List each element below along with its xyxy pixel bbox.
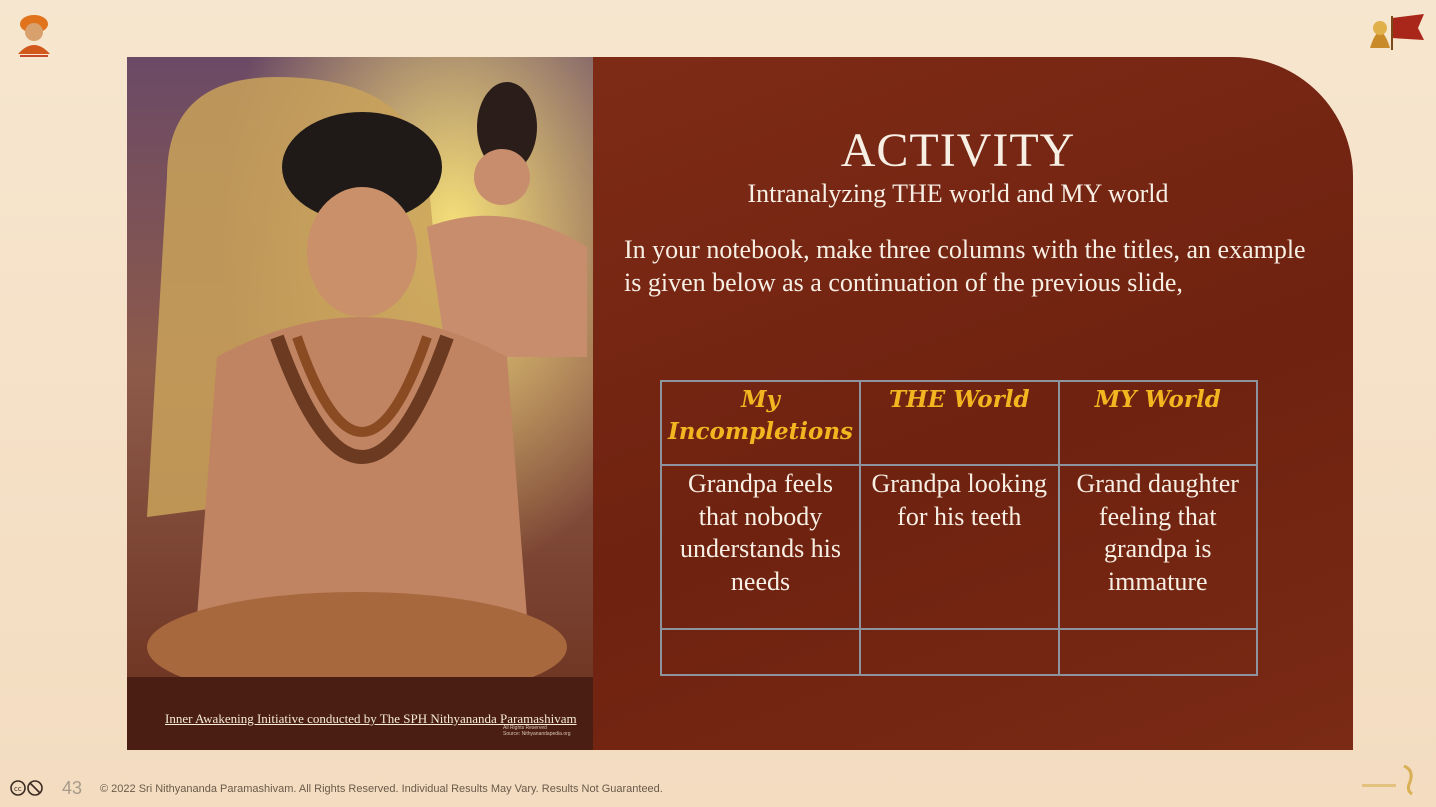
table-cell-empty xyxy=(661,629,860,675)
slide-subtitle: Intranalyzing THE world and MY world xyxy=(747,179,1169,208)
table-cell: Grandpa looking for his teeth xyxy=(860,465,1058,629)
table-cell-empty xyxy=(1059,629,1258,675)
rights-line: All Rights Reserved xyxy=(503,725,547,731)
table-cell-empty xyxy=(860,629,1058,675)
source-line: Source: Nithyanandapedia.org xyxy=(503,731,571,737)
page-number: 43 xyxy=(62,778,83,798)
table-header-row xyxy=(661,381,1257,465)
content-panel xyxy=(593,57,1353,750)
creative-commons-icon xyxy=(10,780,44,796)
photo-illustration xyxy=(127,57,593,750)
photo-rights xyxy=(503,725,571,737)
slide-title: ACTIVITY xyxy=(840,124,1076,177)
guru-photograph xyxy=(127,57,593,750)
table-cell: Grand daughter feeling that grandpa is immature xyxy=(1059,465,1258,629)
guru-portrait-logo-icon xyxy=(12,8,56,58)
table-header-cell: THE World xyxy=(860,381,1058,465)
svg-text:cc: cc xyxy=(14,785,22,793)
columns-table xyxy=(660,380,1258,676)
deity-flag-logo-icon xyxy=(1366,8,1428,54)
table-row xyxy=(661,465,1257,629)
photo-caption[interactable]: Inner Awakening Initiative conducted by The SPH Nithyananda Paramashivam xyxy=(165,711,577,726)
kailasa-brand-logo-icon xyxy=(1360,760,1424,800)
table-header-cell: MY World xyxy=(1059,381,1258,465)
instruction-text: In your notebook, make three columns with the titles, an example is given below as a continuation of the previous slide, xyxy=(624,235,1306,297)
table-header-cell: My Incompletions xyxy=(661,381,860,465)
copyright-text: © 2022 Sri Nithyananda Paramashivam. All Rights Reserved. Individual Results May Vary. Results Not Guaranteed. xyxy=(100,783,663,795)
table-row xyxy=(661,629,1257,675)
table-cell: Grandpa feels that nobody understands his needs xyxy=(661,465,860,629)
